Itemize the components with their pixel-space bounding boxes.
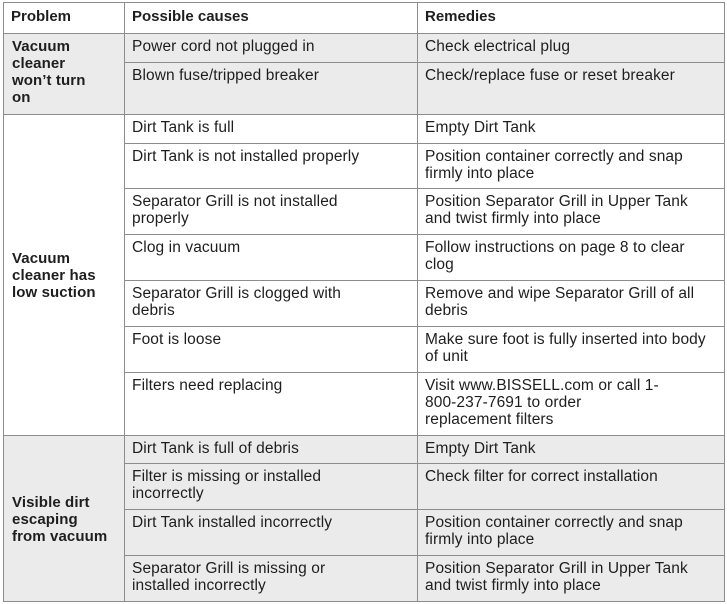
remedy-cell: Make sure foot is fully inserted into body of unit: [418, 327, 725, 373]
cause-cell: Dirt Tank is full: [125, 115, 418, 144]
problem-cell: Vacuum cleaner has low suction: [4, 115, 125, 436]
remedy-cell: Remove and wipe Separator Grill of all debris: [418, 281, 725, 327]
cause-cell: Foot is loose: [125, 327, 418, 373]
header-problem: Problem: [4, 3, 125, 34]
header-remedies: Remedies: [418, 3, 725, 34]
cause-cell: Clog in vacuum: [125, 235, 418, 281]
remedy-cell: Empty Dirt Tank: [418, 436, 725, 464]
remedy-cell: Visit www.BISSELL.com or call 1-800-237-7691 to order replacement filters: [418, 373, 725, 436]
cause-cell: Separator Grill is clogged with debris: [125, 281, 418, 327]
remedy-cell: Check filter for correct installation: [418, 464, 725, 510]
remedy-cell: Check electrical plug: [418, 34, 725, 63]
cause-cell: Dirt Tank is not installed properly: [125, 144, 418, 189]
header-row: [4, 3, 725, 34]
cause-cell: Separator Grill is missing or installed incorrectly: [125, 556, 418, 602]
remedy-cell: Check/replace fuse or reset breaker: [418, 63, 725, 115]
problem-cell: Vacuum cleaner won’t turn on: [4, 34, 125, 115]
problem-cell: Visible dirt escaping from vacuum: [4, 436, 125, 602]
cause-cell: Dirt Tank installed incorrectly: [125, 510, 418, 556]
remedy-cell: Position container correctly and snap firmly into place: [418, 510, 725, 556]
remedy-cell: Position container correctly and snap firmly into place: [418, 144, 725, 189]
troubleshooting-table: [3, 2, 725, 602]
cause-cell: Power cord not plugged in: [125, 34, 418, 63]
remedy-cell: Follow instructions on page 8 to clear clog: [418, 235, 725, 281]
table-row: [4, 115, 725, 144]
table-row: [4, 34, 725, 63]
remedy-cell: Position Separator Grill in Upper Tank and twist firmly into place: [418, 189, 725, 235]
remedy-cell: Position Separator Grill in Upper Tank and twist firmly into place: [418, 556, 725, 602]
remedy-cell: Empty Dirt Tank: [418, 115, 725, 144]
header-causes: Possible causes: [125, 3, 418, 34]
cause-cell: Filters need replacing: [125, 373, 418, 436]
cause-cell: Dirt Tank is full of debris: [125, 436, 418, 464]
table-row: [4, 436, 725, 464]
cause-cell: Separator Grill is not installed properly: [125, 189, 418, 235]
cause-cell: Blown fuse/tripped breaker: [125, 63, 418, 115]
cause-cell: Filter is missing or installed incorrectly: [125, 464, 418, 510]
